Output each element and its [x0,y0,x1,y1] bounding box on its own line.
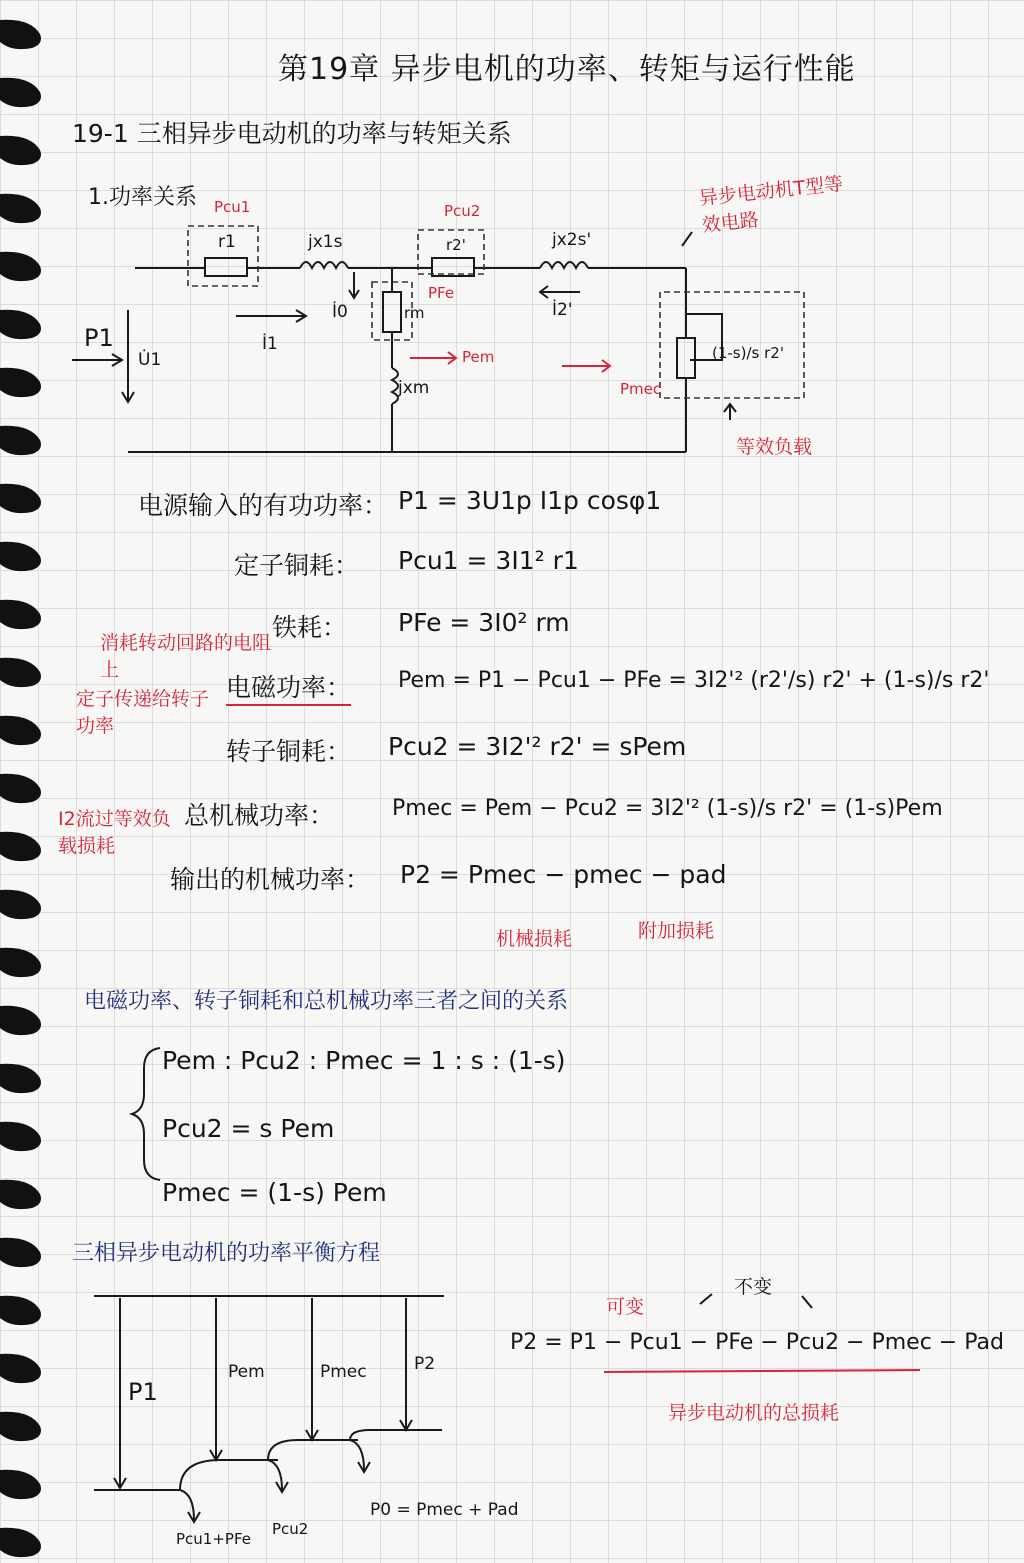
relation-pmec: Pmec = (1-s) Pem [162,1178,387,1207]
note-em-power: 定子传递给转子功率 [76,688,210,737]
balance-note-total-loss: 异步电动机的总损耗 [668,1402,840,1424]
note-fe-loss: 消耗转动回路的电阻上 [100,632,272,681]
eq-label-rotor-copper: 转子铜耗： [226,737,352,766]
note-mechanical-loss: 机械损耗 [496,928,573,950]
balance-equation: P2 = P1 − Pcu1 − PFe − Pcu2 − Pmec − Pad [510,1330,1004,1355]
label-pcu1: Pcu1 [214,198,251,216]
note-equivalent-load: 等效负载 [736,436,813,458]
label-pfe: PFe [428,284,455,302]
balance-title: 三相异步电动机的功率平衡方程 [72,1241,381,1266]
balance-loss-mech: P0 = Pmec + Pad [370,1500,519,1520]
balance-loss-rotor: Pcu2 [272,1520,309,1538]
eq-label-stator-copper: 定子铜耗： [234,551,360,580]
eq-total-mech: Pmec = Pem − Pcu2 = 3I2'² (1-s)/s r2' = (1-s)Pem [392,796,943,821]
chapter-title: 第19章 异步电机的功率、转矩与运行性能 [278,52,856,87]
label-pem: Pem [462,348,495,366]
relation-pcu2: Pcu2 = s Pem [162,1114,335,1143]
label-jxm: jxm [398,378,430,398]
balance-label-pmec: Pmec [320,1362,367,1382]
balance-label-p2: P2 [414,1354,436,1374]
eq-label-total-mech: 总机械功率： [184,801,335,830]
eq-label-input-power: 电源输入的有功功率： [138,491,389,520]
relation-title: 电磁功率、转子铜耗和总机械功率三者之间的关系 [84,989,569,1014]
balance-loss-stator: Pcu1+PFe [176,1530,251,1548]
eq-stator-copper: Pcu1 = 3I1² r1 [398,546,579,575]
label-u1: U̇1 [138,350,162,370]
label-jx2s: jx2s' [552,230,592,250]
eq-label-em-power: 电磁功率： [226,668,351,706]
eq-label-output-mech: 输出的机械功率： [170,865,371,894]
note-additional-loss: 附加损耗 [638,920,715,942]
eq-label-iron-loss: 铁耗： [272,613,348,642]
label-r2: r2' [446,236,466,254]
label-r1: r1 [218,232,236,252]
balance-label-pem: Pem [228,1362,265,1382]
label-jx1s: jx1s [308,232,343,252]
label-rm: rm [404,304,425,322]
relation-ratio: Pem : Pcu2 : Pmec = 1 : s : (1-s) [162,1046,566,1075]
label-i1: İ1 [262,334,278,354]
balance-note-variable: 可变 [606,1296,645,1318]
balance-note-constant: 不变 [734,1276,773,1298]
note-mech-power: I2流过等效负载损耗 [58,808,171,857]
eq-iron-loss: PFe = 3I0² rm [398,608,570,637]
subsection-title: 1.功率关系 [88,185,197,210]
balance-label-p1: P1 [128,1378,158,1406]
note-t-circuit: 异步电动机T型等效电路 [698,172,845,237]
eq-output-mech: P2 = Pmec − pmec − pad [400,860,727,889]
label-i2: İ2' [552,300,573,320]
section-title: 19-1 三相异步电动机的功率与转矩关系 [72,119,512,148]
eq-input-power: P1 = 3U1p I1p cosφ1 [398,486,662,515]
eq-em-power: Pem = P1 − Pcu1 − PFe = 3I2'² (r2'/s) r2' + (1-s)/s r2' [398,668,990,693]
label-load-resistance: (1-s)/s r2' [712,344,784,362]
label-pmec: Pmec [620,380,662,398]
label-p1: P1 [84,324,114,352]
label-i0: İ0 [332,302,348,322]
label-pcu2: Pcu2 [444,202,481,220]
eq-rotor-copper: Pcu2 = 3I2'² r2' = sPem [388,732,687,761]
